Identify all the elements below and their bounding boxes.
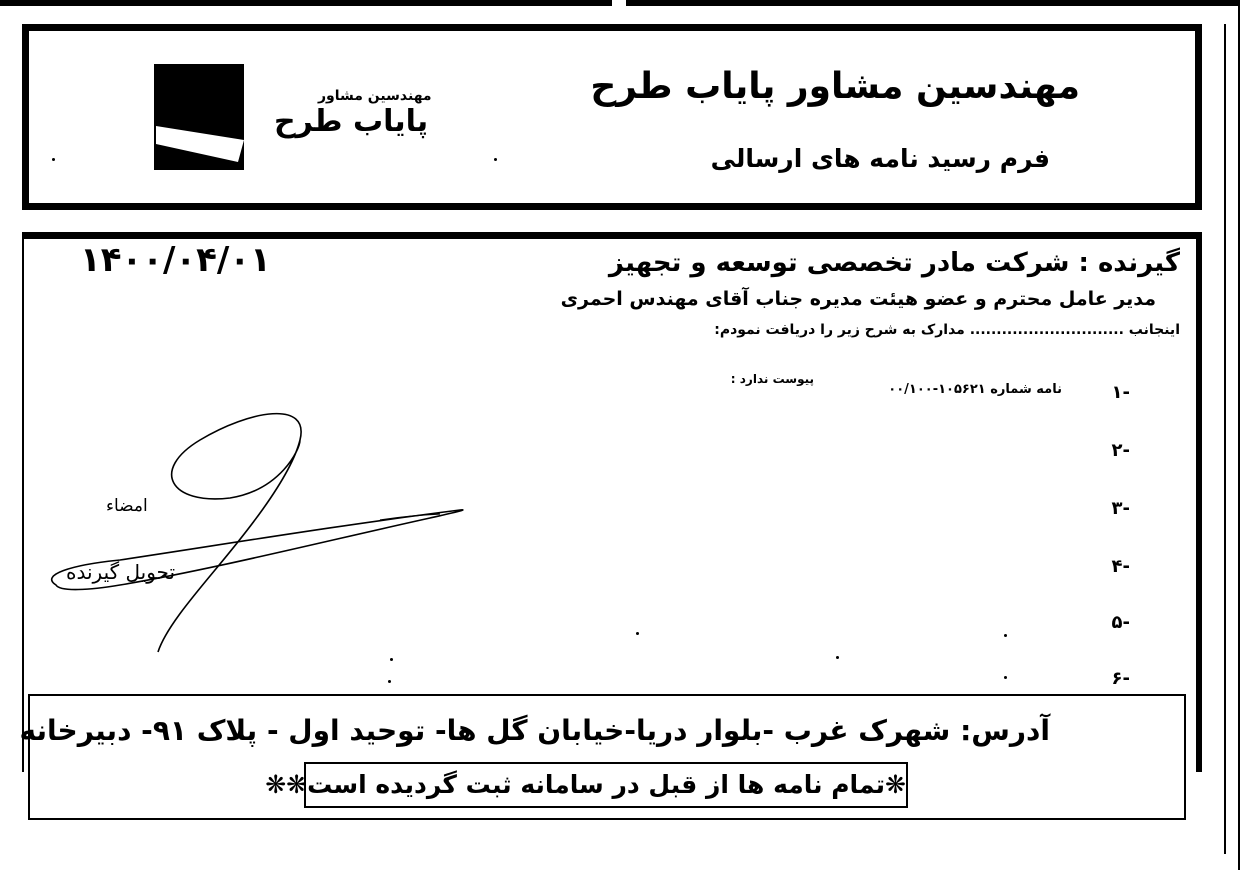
form-title: فرم رسید نامه های ارسالی [710,144,1050,173]
item-number: -۵ [1111,612,1130,633]
scan-speck [388,680,391,683]
receiver-label: تحویل گیرنده [66,560,176,584]
logo-text-large: پایاب طرح [274,104,429,139]
logo-text-small: مهندسین مشاور [318,88,432,104]
item-number: -۳ [1111,498,1130,519]
scan-speck [1004,634,1007,637]
item-number: -۱ [1111,382,1130,403]
item-number: -۴ [1111,556,1130,577]
address-line: آدرس: شهرک غرب -بلوار دریا-خیابان گل ها- توحید اول - پلاک ۹۱- دبیرخانه [19,714,1050,747]
item-number: -۶ [1111,668,1130,689]
top-border-gap [612,0,626,6]
scan-speck [836,656,839,659]
scan-speck [390,658,393,661]
sign-label: امضاء [106,496,148,516]
item-attachment: پیوست ندارد : [730,372,814,386]
company-title: مهندسین مشاور پایاب طرح [590,66,1080,107]
item-number: -۲ [1111,440,1130,461]
receipt-intro: اینجانب ............................. مدارک به شرح زیر را دریافت نمودم: [714,322,1180,338]
salutation: مدیر عامل محترم و عضو هیئت مدیره جناب آقای مهندس احمری [560,288,1156,310]
scan-speck [1004,676,1007,679]
letter-date: ۱۴۰۰/۰۴/۰۱ [80,240,271,280]
recipient-line: گیرنده : شرکت مادر تخصصی توسعه و تجهیز [608,248,1180,278]
scan-speck [52,158,55,161]
registration-notice: ❋تمام نامه ها از قبل در سامانه ثبت گردیده است❋❋ [304,762,908,808]
body-box [19,232,1202,772]
scan-speck [636,632,639,635]
item-letter-number: نامه شماره ۱۰۵۶۲۱-۰۰/۱۰۰ [888,382,1062,397]
logo-mark-icon [154,64,244,170]
scan-speck [494,158,497,161]
company-logo [154,64,244,170]
right-edge-line [1224,24,1226,854]
